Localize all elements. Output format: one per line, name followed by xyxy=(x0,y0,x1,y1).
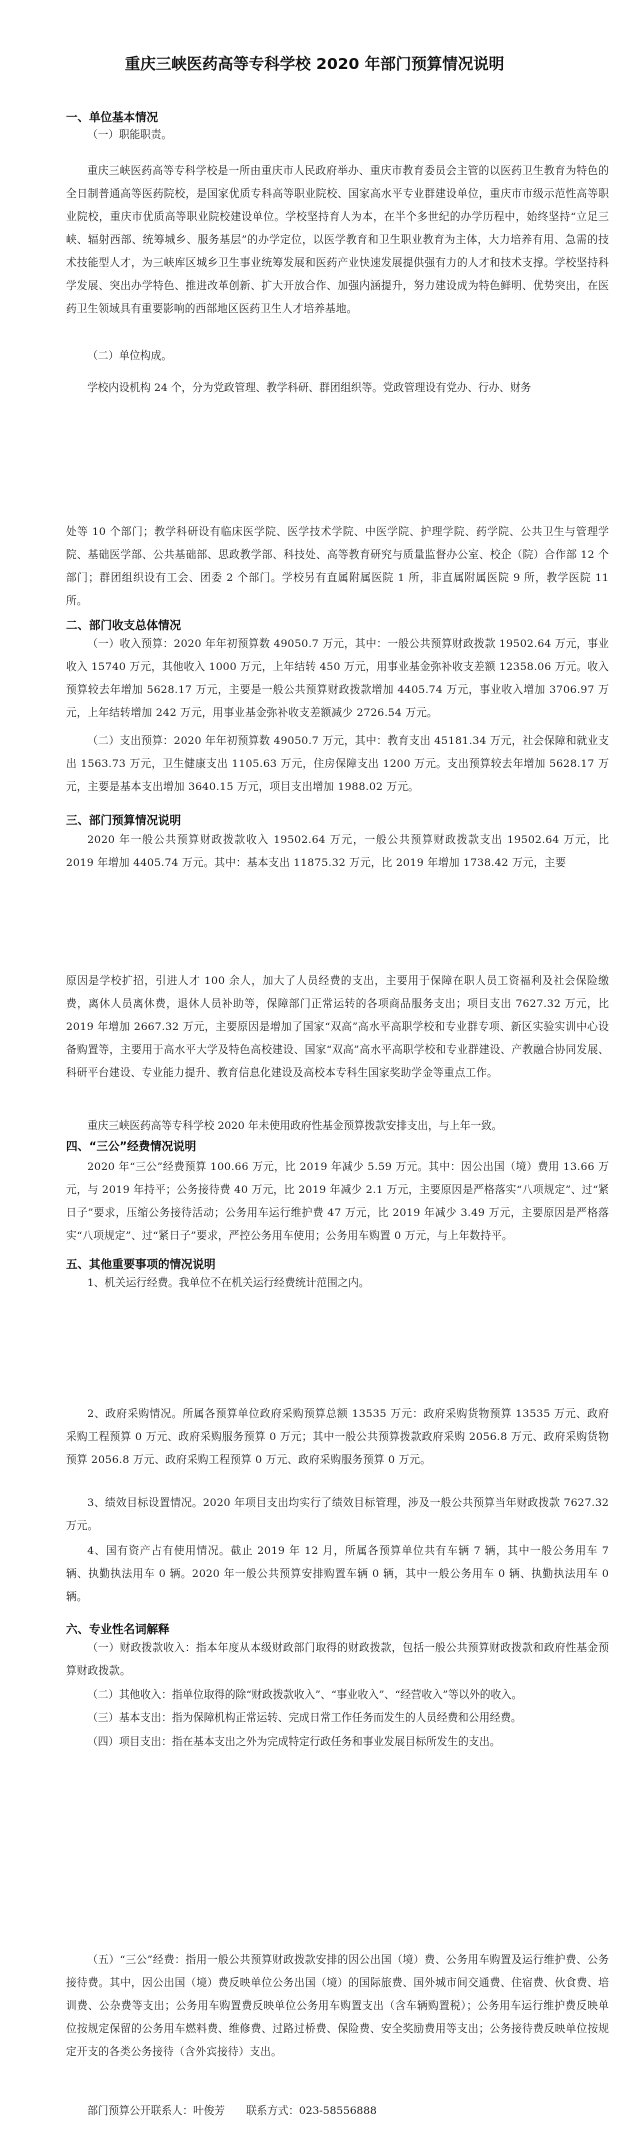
section-4-heading: 四、“三公”经费情况说明 xyxy=(66,1139,197,1153)
section-3-body-c: 重庆三峡医药高等专科学校 2020 年未使用政府性基金预算拨款安排支出，与上年一致。 xyxy=(87,1120,503,1132)
section-2-2-body: （二）支出预算：2020 年年初预算数 49050.7 万元，其中：教育支出 45181.34 万元，社会保障和就业支出 1563.73 万元，卫生健康支出 1105.63 万元，住房保障支出 1200 万元。支出预算较去年增加 5628.17 万元，主要是基本支出增加 3640.15 万元，项目支出增加 1988.02 万元。 xyxy=(66,735,609,793)
section-5-item-2: 2、政府采购情况。所属各预算单位政府采购预算总额 13535 万元：政府采购货物预算 13535 万元、政府采购工程预算 0 万元、政府采购服务预算 0 万元；其中一般公共预算拨款政府采购 2056.8 万元、政府采购货物预算 2056.8 万元、政府采购工程预算 0 万元、政府采购服务预算 0 万元。 xyxy=(66,1408,609,1466)
section-6-item-2: （二）其他收入：指单位取得的除“财政拨款收入”、“事业收入”、“经营收入”等以外的收入。 xyxy=(87,1689,523,1701)
section-3-body-b: 原因是学校扩招，引进人才 100 余人，加大了人员经费的支出，主要用于保障在职人员工资福利及社会保险缴费，离休人员离休费，退休人员补助等，保障部门正常运转的各项商品服务支出；项目支出 7627.32 万元，比 2019 年增加 2667.32 万元，主要原因是增加了国家“双高”高水平高职学校和专业群专项、新区实验实训中心设备购置等，主要用于高水平大学及特色高校建设、国家“双高”高水平高职学校和专业群建设、产教融合协同发展、科研平台建设、专业能力提升、教育信息化建设及高校本专科生国家奖助学金等重点工作。 xyxy=(66,975,609,1079)
contact-line: 部门预算公开联系人：叶俊芳 联系方式：023-58556888 xyxy=(87,2105,377,2117)
section-1-heading: 一、单位基本情况 xyxy=(66,110,158,124)
section-1-2-body-a: 学校内设机构 24 个，分为党政管理、教学科研、群团组织等。党政管理设有党办、行办、财务 xyxy=(87,382,532,394)
section-3-heading: 三、部门预算情况说明 xyxy=(66,813,181,827)
section-5-item-3: 3、绩效目标设置情况。2020 年项目支出均实行了绩效目标管理，涉及一般公共预算当年财政拨款 7627.32 万元。 xyxy=(66,1497,609,1532)
section-6-heading: 六、专业性名词解释 xyxy=(66,1622,170,1636)
section-1-1-heading: （一）职能职责。 xyxy=(87,129,172,141)
section-2-1-body: （一）收入预算：2020 年年初预算数 49050.7 万元，其中：一般公共预算财政拨款 19502.64 万元，事业收入 15740 万元，其他收入 1000 万元，上年结转 450 万元，用事业基金弥补收支差额 12358.06 万元。收入预算较去年增加 5628.17 万元，主要是一般公共预算财政拨款增加 4405.74 万元，事业收入增加 3706.97 万元，上年结转增加 242 万元，用事业基金弥补收支差额减少 2726.54 万元。 xyxy=(66,638,609,719)
section-5-heading: 五、其他重要事项的情况说明 xyxy=(66,1257,216,1271)
section-3-body-a: 2020 年一般公共预算财政拨款收入 19502.64 万元，一般公共预算财政拨款支出 19502.64 万元，比 2019 年增加 4405.74 万元。其中：基本支出 11875.32 万元，比 2019 年增加 1738.42 万元，主要 xyxy=(66,834,609,869)
section-5-item-1: 1、机关运行经费。我单位不在机关运行经费统计范围之内。 xyxy=(87,1277,370,1289)
section-6-item-5: （五）“三公”经费：指用一般公共预算财政拨款安排的因公出国（境）费、公务用车购置及运行维护费、公务接待费。其中，因公出国（境）费反映单位公务出国（境）的国际旅费、国外城市间交通费、住宿费、伙食费、培训费、公杂费等支出；公务用车购置费反映单位公务用车购置支出（含车辆购置税）；公务用车运行维护费反映单位按规定保留的公务用车燃料费、维修费、过路过桥费、保险费、安全奖励费用等支出；公务接待费反映单位按规定开支的各类公务接待（含外宾接待）支出。 xyxy=(66,1954,609,2058)
section-2-heading: 二、部门收支总体情况 xyxy=(66,618,181,632)
section-6-item-3: （三）基本支出：指为保障机构正常运转、完成日常工作任务而发生的人员经费和公用经费。 xyxy=(87,1712,522,1724)
section-4-body: 2020 年“三公”经费预算 100.66 万元，比 2019 年减少 5.59 万元。其中：因公出国（境）费用 13.66 万元，与 2019 年持平；公务接待费 40 万元，比 2019 年减少 2.1 万元，主要原因是严格落实“八项规定”、过“紧日子”要求，压缩公务接待活动；公务用车运行维护费 47 万元，比 2019 年减少 3.49 万元，主要原因是严格落实“八项规定”、过“紧日子”要求，严控公务用车使用；公务用车购置 0 万元，与上年数持平。 xyxy=(66,1161,609,1242)
section-1-1-body: 重庆三峡医药高等专科学校是一所由重庆市人民政府举办、重庆市教育委员会主管的以医药卫生教育为特色的全日制普通高等医药院校，是国家优质专科高等职业院校、国家高水平专业群建设单位，重庆市市级示范性高等职业院校，重庆市优质高等职业院校建设单位。学校坚持育人为本，在半个多世纪的办学历程中，始终坚持“立足三峡、辐射西部、统筹城乡、服务基层”的办学定位，以医学教育和卫生职业教育为主体，大力培养有用、急需的技术技能型人才，为三峡库区城乡卫生事业统筹发展和医药产业快速发展提供强有力的人才和技术支撑。学校坚持科学发展、突出办学特色、推进改革创新、扩大开放合作、加强内涵提升，努力建设成为特色鲜明、优势突出，在医药卫生领域具有重要影响的西部地区医药卫生人才培养基地。 xyxy=(66,165,609,315)
section-6-item-4: （四）项目支出：指在基本支出之外为完成特定行政任务和事业发展目标所发生的支出。 xyxy=(87,1736,501,1748)
page-title: 重庆三峡医药高等专科学校 2020 年部门预算情况说明 xyxy=(124,55,505,73)
section-6-item-1: （一）财政拨款收入：指本年度从本级财政部门取得的财政拨款，包括一般公共预算财政拨款和政府性基金预算财政拨款。 xyxy=(66,1642,609,1677)
section-1-2-heading: （二）单位构成。 xyxy=(87,350,172,362)
section-5-item-4: 4、国有资产占有使用情况。截止 2019 年 12 月，所属各预算单位共有车辆 7 辆，其中一般公务用车 7 辆、执勤执法用车 0 辆。2020 年一般公共预算安排购置车辆 0 辆，其中一般公务用车 0 辆、执勤执法用车 0 辆。 xyxy=(66,1545,609,1603)
section-1-2-body-b: 处等 10 个部门；教学科研设有临床医学院、医学技术学院、中医学院、护理学院、药学院、公共卫生与管理学院、基础医学部、公共基础部、思政教学部、科技处、高等教育研究与质量监督办公室、校企（院）合作部 12 个部门；群团组织设有工会、团委 2 个部门。学校另有直属附属医院 1 所，非直属附属医院 9 所，教学医院 11 所。 xyxy=(66,526,609,607)
